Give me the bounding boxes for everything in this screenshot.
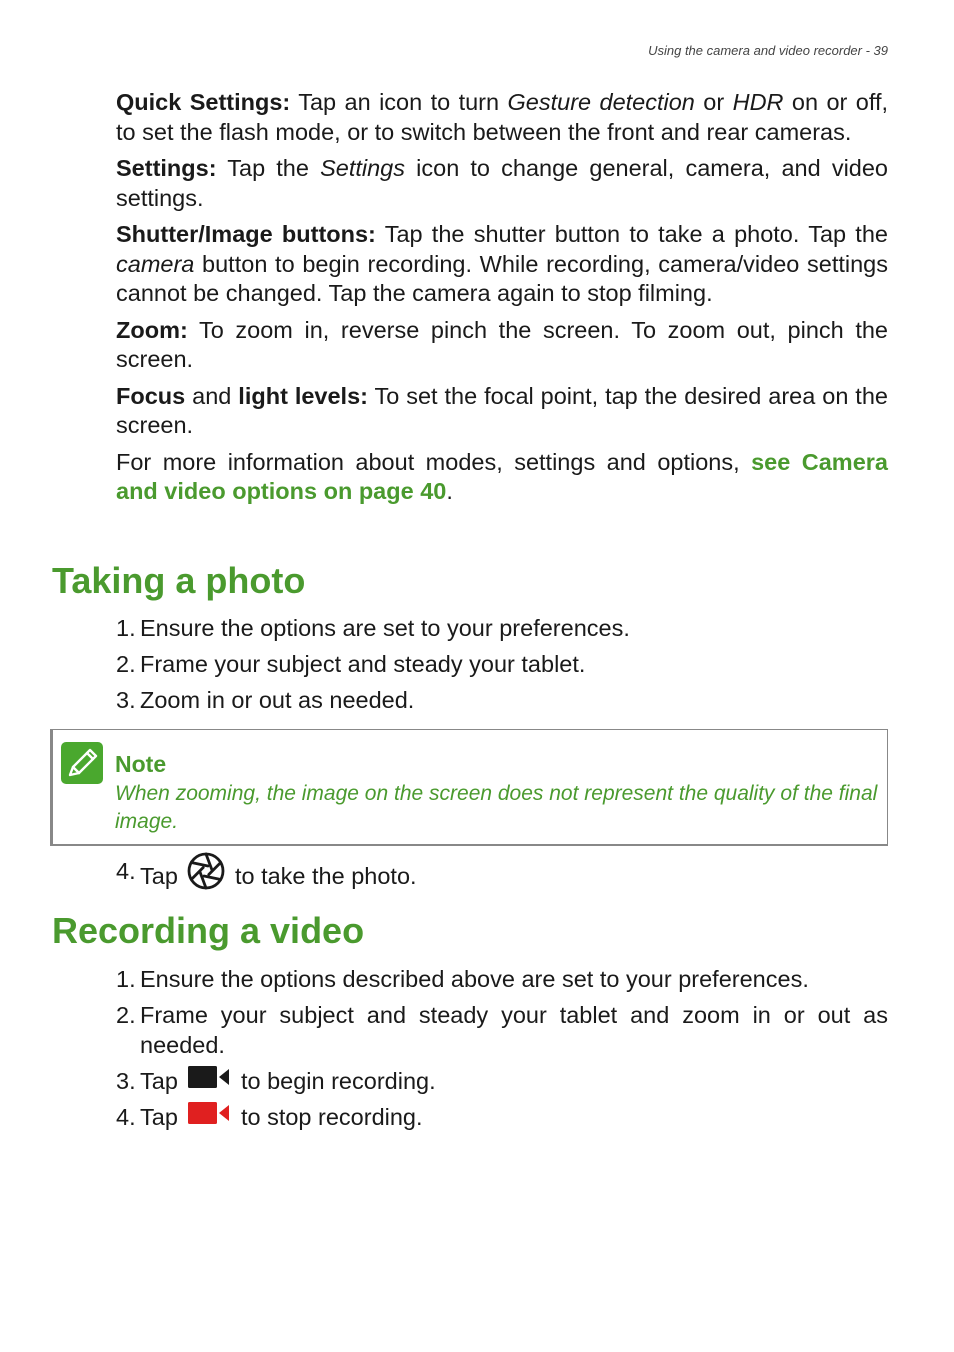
video-camera-icon: [188, 1065, 230, 1097]
note-title: Note: [115, 751, 167, 777]
focus-paragraph: Focus and light levels: To set the focal point, tap the desired area on the screen.: [116, 382, 888, 438]
note-body: When zooming, the image on the screen does not represent the quality of the final image.: [115, 782, 878, 833]
settings-paragraph: Settings: Tap the Settings icon to change general, camera, and video settings.: [116, 155, 888, 211]
running-header: Using the camera and video recorder - 39: [648, 43, 888, 58]
note-box: [50, 729, 888, 846]
pencil-icon: [61, 742, 103, 784]
list-item: 3. Zoom in or out as needed.: [116, 687, 415, 713]
intro-section: [116, 88, 888, 514]
list-item: 2. Frame your subject and steady your tablet and zoom in or out as needed.: [116, 1002, 888, 1058]
list-item: 1. Ensure the options described above are set to your preferences.: [116, 966, 809, 992]
list-item: 4. Tap to stop recording.: [116, 1103, 888, 1133]
shutter-paragraph: Shutter/Image buttons: Tap the shutter button to take a photo. Tap the camera button to begin recording. While recording, camera/video settings cannot be changed. Tap the camera again to stop filming.: [116, 221, 888, 306]
taking-photo-steps: [116, 614, 888, 722]
video-camera-recording-icon: [188, 1101, 230, 1133]
camera-options-link[interactable]: see Camera and video options on page 40: [116, 448, 888, 504]
recording-video-heading: Recording a video: [52, 910, 365, 951]
list-item: 1. Ensure the options are set to your preferences.: [116, 615, 630, 641]
taking-photo-heading: Taking a photo: [52, 560, 306, 601]
zoom-paragraph: Zoom: To zoom in, reverse pinch the screen. To zoom out, pinch the screen.: [116, 316, 888, 372]
shutter-icon: [186, 851, 226, 899]
list-item: 4. Tap to take the photo.: [116, 857, 888, 899]
quick-settings-paragraph: Quick Settings: Tap an icon to turn Gesture detection or HDR on or off, to set the flash mode, or to switch between the front and rear cameras.: [116, 89, 888, 145]
recording-video-steps: [116, 965, 888, 1139]
more-info-paragraph: For more information about modes, settings and options, see Camera and video options on page 40.: [116, 448, 888, 504]
list-item: 3. Tap to begin recording.: [116, 1067, 888, 1097]
list-item: 2. Frame your subject and steady your tablet.: [116, 651, 586, 677]
taking-photo-step-4: [116, 857, 888, 905]
